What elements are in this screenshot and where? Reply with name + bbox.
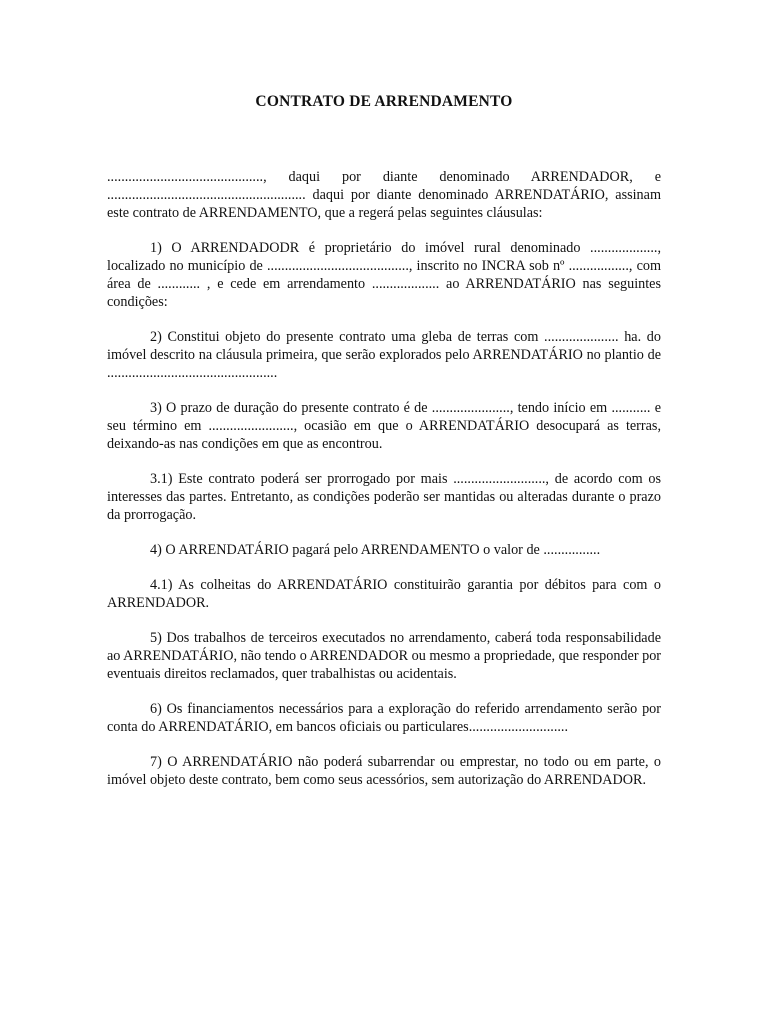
- document-body: [107, 168, 661, 806]
- clause-3: 3) O prazo de duração do presente contrato é de ......................, tendo início em ........... e seu término em ........................, ocasião em que o ARRENDATÁRIO desocupará as terras, deixando-as nas condições em que as encontrou.: [107, 400, 661, 452]
- clause-4: 4) O ARRENDATÁRIO pagará pelo ARRENDAMENTO o valor de ................: [150, 542, 601, 558]
- clause-3-1: 3.1) Este contrato poderá ser prorrogado por mais .........................., de acordo com os interesses das partes. Entretanto, as condições poderão ser mantidas ou alteradas durante o prazo da prorrogação.: [107, 471, 661, 523]
- intro-paragraph: ............................................, daqui por diante denominado ARRENDADOR, e ........................................................ daqui por diante denominado ARRENDATÁRIO, assinam este contrato de ARRENDAMENTO, que a regerá pelas seguintes cláusulas:: [107, 169, 661, 221]
- clause-2: 2) Constitui objeto do presente contrato uma gleba de terras com ..................... ha. do imóvel descrito na cláusula primeira, que serão explorados pelo ARRENDATÁRIO no plantio de ................................................: [107, 329, 661, 381]
- clause-5: 5) Dos trabalhos de terceiros executados no arrendamento, caberá toda responsabilidade ao ARRENDATÁRIO, não tendo o ARRENDADOR ou mesmo a propriedade, que responder por eventuais direitos reclamados, quer trabalhistas ou acidentais.: [107, 630, 662, 682]
- clause-7: 7) O ARRENDATÁRIO não poderá subarrendar ou emprestar, no todo ou em parte, o imóvel objeto deste contrato, bem como seus acessórios, sem autorização do ARRENDADOR.: [107, 754, 661, 788]
- clause-4-1: 4.1) As colheitas do ARRENDATÁRIO constituirão garantia por débitos para com o ARRENDADOR.: [107, 577, 661, 611]
- document-title: CONTRATO DE ARRENDAMENTO: [255, 93, 513, 110]
- clause-1: 1) O ARRENDADODR é proprietário do imóvel rural denominado ..................., localizado no município de ........................................, inscrito no INCRA sob nº ................., com área de ............ , e cede em arrendamento ................... ao ARRENDATÁRIO nas seguintes condições:: [107, 240, 661, 310]
- clause-6: 6) Os financiamentos necessários para a exploração do referido arrendamento serão por conta do ARRENDATÁRIO, em bancos oficiais ou particulares............................: [107, 701, 661, 735]
